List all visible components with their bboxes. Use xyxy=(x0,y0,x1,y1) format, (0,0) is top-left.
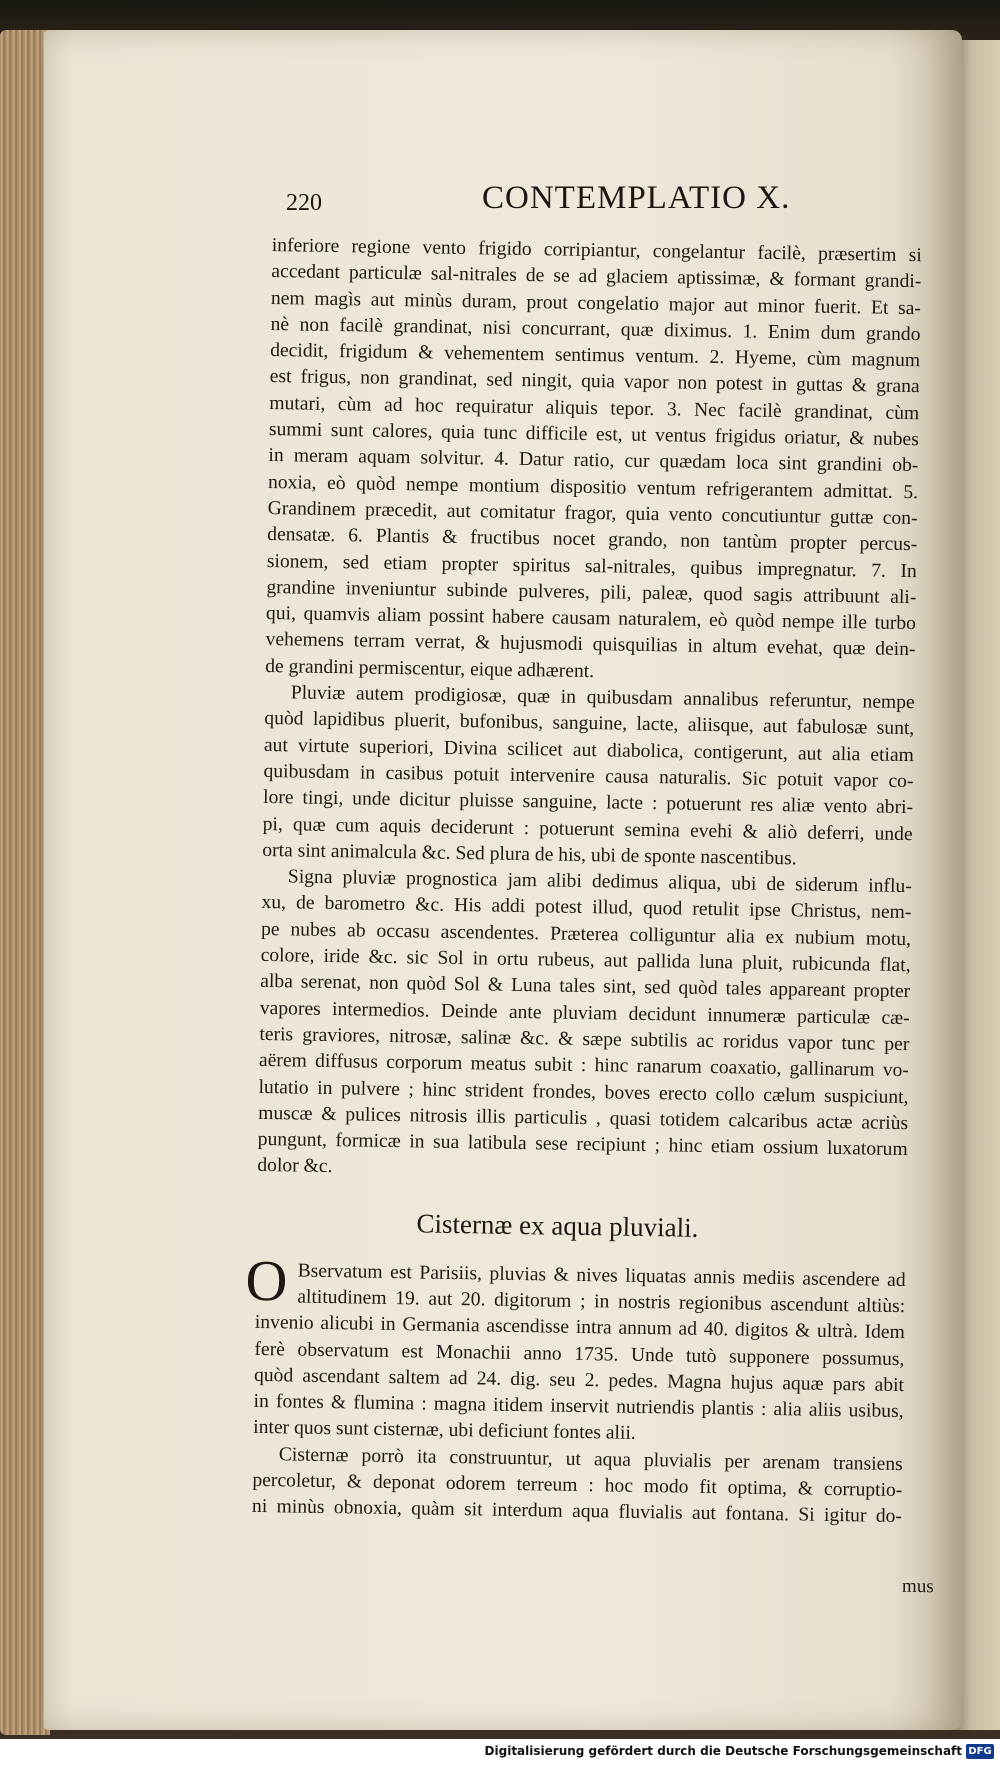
page-number: 220 xyxy=(286,190,322,216)
page-edges xyxy=(0,30,50,1735)
text-line: Grandinem præcedit, aut comitatur fragor, quia vento concutiuntur guttæ con- xyxy=(267,497,918,530)
footer-bar xyxy=(0,1739,1000,1765)
text-line: colore, iride &c. sic Sol in ortu rubeus, aut pallida luna pluit, rubicunda flat, xyxy=(260,944,911,977)
text-line: lutatio in pulvere ; hinc strident frondes, boves erecto collo cælum suspiciunt, xyxy=(258,1076,909,1108)
text-line: densatæ. 6. Plantis & fructibus nocet grando, non tantùm propter percus- xyxy=(267,524,918,556)
text-line: xu, de barometro &c. His addi potest illud, quod retulit ipse Christus, nem- xyxy=(261,892,912,924)
text-line: sionem, sed etiam propter spiritus sal-nitrales, quibus impregnatur. 7. In xyxy=(266,550,917,582)
text-line: alba serenat, non quòd Sol & Luna tales sint, sed quòd tales appareant propter xyxy=(260,971,911,1003)
text-line: percoletur, & deponat odorem terreum : hoc modo fit optima, & corruptio- xyxy=(252,1469,903,1502)
body-text xyxy=(245,233,922,1531)
text-line: ni minùs obnoxia, quàm sit interdum aqua fluvialis aut fontana. Si igitur do- xyxy=(251,1496,903,1528)
text-line: Signa pluviæ prognostica jam alibi dedimus aliqua, ubi de siderum influ- xyxy=(287,866,912,898)
text-line: decidit, frigidum & vehementem sentimus ventum. 2. Hyeme, cùm magnum xyxy=(269,340,921,372)
text-line: est frigus, non grandinat, sed ningit, quia vapor non potest in guttas & grana xyxy=(269,366,920,398)
text-line: Pluviæ autem prodigiosæ, quæ in quibusdam annalibus referuntur, nempe xyxy=(290,682,915,714)
text-line: grandine inveniuntur subinde pulveres, pili, paleæ, quod sagis attribuunt ali- xyxy=(266,576,917,609)
text-line: invenio alicubi in Germania ascendisse intra annum ad 40. digitos & ultrà. Idem xyxy=(254,1312,905,1344)
page-header xyxy=(286,180,956,220)
text-line: quòd ascendant saltem ad 24. dig. seu 2. pedes. Magna hujus aquæ pars abit xyxy=(253,1364,905,1396)
text-line: quibusdam in casibus potuit intervenire causa naturalis. Sic potuit vapor co- xyxy=(263,760,914,793)
text-line: aut virtute superiori, Divina scilicet aut diabolica, contigerunt, aut alia etiam xyxy=(263,734,915,766)
text-line: inferiore regione vento frigido corripiantur, congelantur facilè, præsertim si xyxy=(271,234,922,267)
text-line: Cisternæ porrò ita construuntur, ut aqua pluvialis per arenam transiens xyxy=(278,1444,903,1475)
text-line: de grandini permiscentur, eique adhærent. xyxy=(265,655,595,682)
text-line: altitudinem 19. aut 20. digitorum ; in nostris regionibus ascendunt altiùs: xyxy=(297,1286,906,1318)
text-line: summi sunt calores, quia tunc difficile est, ut ventus frigidus oriatur, & nubes xyxy=(268,419,919,451)
dfg-logo: DFG xyxy=(966,1744,994,1759)
paragraph-hail xyxy=(265,233,922,690)
paragraph-cistern-construction xyxy=(252,1442,903,1531)
text-line: dolor &c. xyxy=(257,1155,333,1178)
text-line: orta sint animalcula &c. Sed plura de his, ubi de sponte nascentibus. xyxy=(262,839,797,870)
text-line: pungunt, formicæ in sua latibula sese recipiunt ; hinc etiam ossium luxatorum xyxy=(257,1128,908,1161)
text-line: Bservatum est Parisiis, pluvias & nives liquatas annis mediis ascendere ad xyxy=(297,1260,906,1291)
text-line: in meram aquam solvitur. 4. Datur ratio, cur quædam loca sint grandini ob- xyxy=(268,445,919,477)
text-line: inter quos sunt cisternæ, ubi deficiunt fontes alii. xyxy=(253,1417,636,1445)
catchword: mus xyxy=(901,1575,934,1598)
text-line: vapores intermedios. Deinde ante pluviam decidunt innumeræ particulæ cæ- xyxy=(259,997,910,1029)
text-line: mutari, cùm ad hoc requiratur aliquis tepor. 3. Nec facilè grandinat, cùm xyxy=(269,392,920,424)
text-line: aërem diffusus corporum meatus subit : hinc ranarum coaxatio, gallinarum vo- xyxy=(258,1050,910,1082)
text-line: nem magìs aut minùs duram, prout congelatio major aut minor fuerit. Et sa- xyxy=(270,287,922,319)
text-line: nè non facilè grandinat, nisi concurrant, quæ diximus. 1. Enim dum grando xyxy=(270,313,921,346)
text-line: pe nubes ab occasu ascendentes. Præterea colliguntur alia ex nubium motu, xyxy=(260,918,912,950)
section-heading: Cisternæ ex aqua pluviali. xyxy=(416,1208,699,1243)
text-line: in fontes & flumina : magna itidem inservit nutriendis plantis : alia aliis usibus, xyxy=(253,1391,904,1423)
text-line: qui, quamvis aliam possint habere causam naturalem, eò quòd nempe ille turbo xyxy=(265,603,917,635)
footer-credit: Digitalisierung gefördert durch die Deutsche Forschungsgemeinschaft xyxy=(484,1744,962,1758)
text-line: vehemens terram verrat, & hujusmodi quisquilias in altum evehat, quæ dein- xyxy=(265,629,916,661)
paragraph-rain-signs xyxy=(257,864,912,1190)
text-line: noxia, eò quòd nempe montium dispositio ventum refrigerantem admittat. 5. xyxy=(267,471,919,503)
text-line: accedant particulæ sal-nitrales de se ad glaciem aptissimæ, & formant grandi- xyxy=(271,261,922,293)
text-line: lore tingi, unde dicitur pluisse sanguine, lacte : potuerunt res aliæ vento abri- xyxy=(262,787,914,819)
paragraph-cisterns-wrap xyxy=(245,1247,906,1452)
text-line: pi, quæ cum aquis deciderunt : potuerunt semina evehi & aliò deferri, unde xyxy=(262,813,913,845)
drop-cap: O xyxy=(245,1247,288,1314)
paragraph-prodigious-rains xyxy=(262,680,915,874)
text-line: teris graviores, nitrosæ, salinæ &c. & sæpe subtilis ac roridus vapor tunc per xyxy=(259,1023,910,1056)
paragraph-rain-amount xyxy=(253,1258,906,1452)
section-heading-block xyxy=(256,1180,907,1268)
text-line: ferè observatum est Monachii anno 1735. Unde tutò supponere possumus, xyxy=(254,1338,905,1370)
text-line: muscæ & pulices nitrosis illis particulis , quasi totidem calcaribus actæ acriùs xyxy=(258,1102,909,1134)
text-line: quòd lapidibus pluerit, bufonibus, sanguine, lacte, aliisque, aut fabulosæ sunt, xyxy=(264,708,915,740)
running-title: CONTEMPLATIO X. xyxy=(482,180,791,216)
